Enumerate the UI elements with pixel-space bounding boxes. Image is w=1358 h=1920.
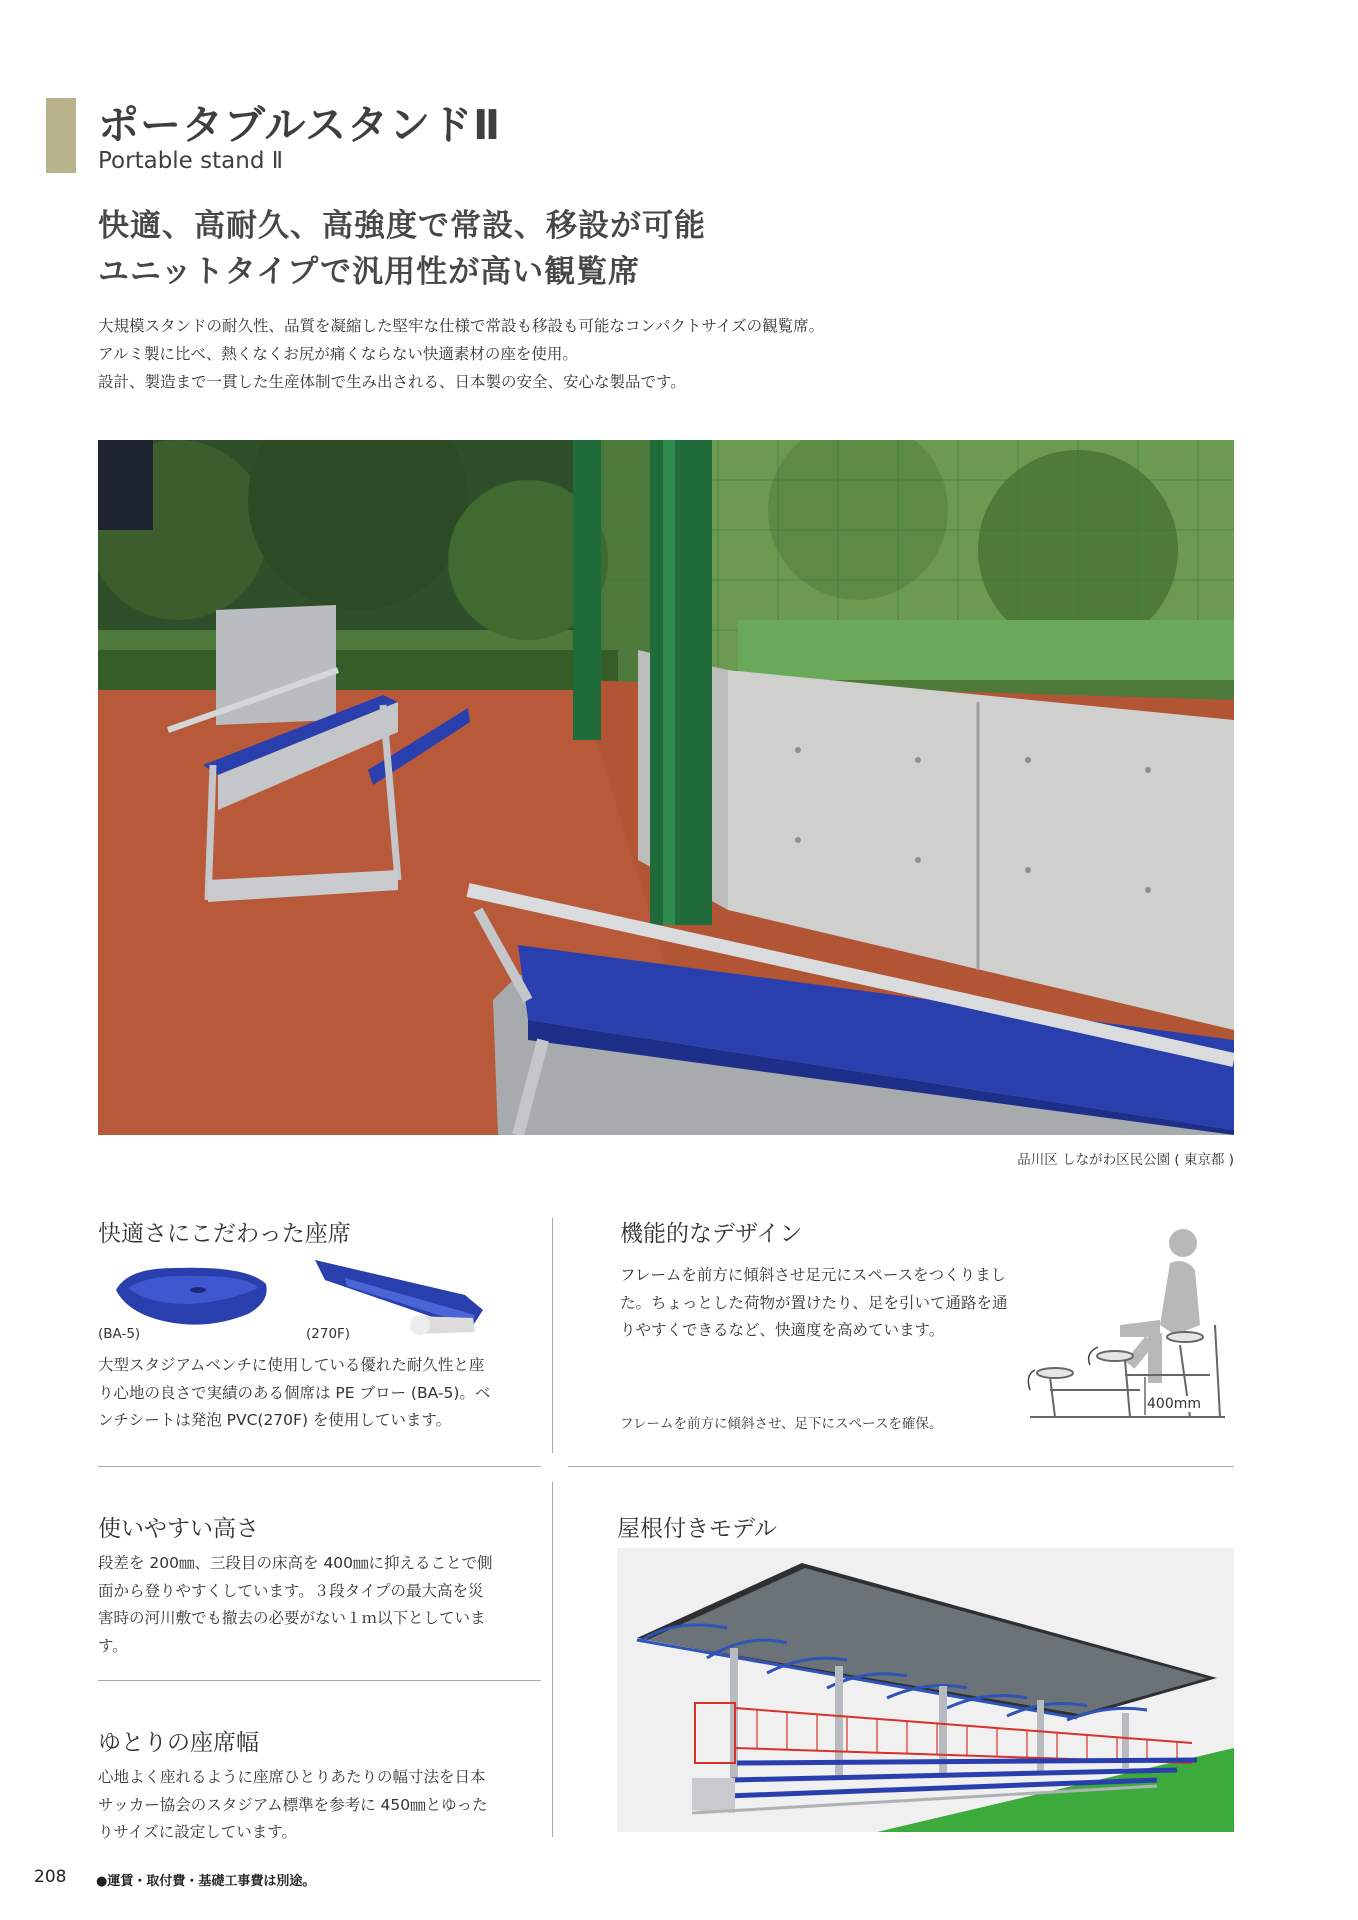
intro-line-2: アルミ製に比べ、熱くなくお尻が痛くならない快適素材の座を使用。 [98, 345, 578, 363]
dimension-label: 400mm [1147, 1396, 1201, 1412]
photo-caption: 品川区 しながわ区民公園 ( 東京都 ) [1017, 1152, 1234, 1168]
width-section-body: 心地よく座れるように座席ひとりあたりの幅寸法を日本サッカー協会のスタジアム標準を参考に 450㎜とゆったりサイズに設定しています。 [98, 1768, 488, 1841]
design-section-body: フレームを前方に傾斜させ足元にスペースをつくりました。ちょっとした荷物が置けたり、足を引いて通路を通りやすくできるなど、快適度を高めています。 [620, 1266, 1008, 1339]
height-section-body: 段差を 200㎜、三段目の床高を 400㎜に抑えることで側面から登りやすくしています。３段タイプの最大高を災害時の河川敷でも撤去の必要がない１ｍ以下としています。 [98, 1554, 493, 1655]
roof-section-heading: 屋根付きモデル [617, 1516, 777, 1542]
design-section-heading: 機能的なデザイン [620, 1221, 803, 1247]
page-number: 208 [34, 1867, 67, 1887]
footer-note: ●運賃・取付費・基礎工事費は別途。 [96, 1874, 316, 1889]
intro-line-1: 大規模スタンドの耐久性、品質を凝縮した堅牢な仕様で常設も移設も可能なコンパクトサイズの観覧席。 [98, 317, 825, 335]
page-subtitle: Portable stand Ⅱ [98, 148, 284, 174]
ba5-seat-image [108, 1262, 273, 1332]
vertical-divider-bottom [552, 1482, 553, 1837]
design-section-note: フレームを前方に傾斜させ、足下にスペースを確保。 [620, 1416, 943, 1432]
divider-left-2 [98, 1680, 541, 1681]
main-photo [98, 440, 1234, 1135]
seat-section-heading: 快適さにこだわった座席 [98, 1221, 351, 1247]
height-section-heading: 使いやすい高さ [98, 1516, 259, 1542]
title-accent-bar [46, 98, 76, 173]
divider-right-1 [568, 1466, 1234, 1467]
270f-label: (270F) [306, 1326, 351, 1342]
intro-line-3: 設計、製造まで一貫した生産体制で生み出される、日本製の安全、安心な製品です。 [98, 373, 686, 391]
270f-bench-image [315, 1260, 490, 1336]
seated-person-diagram [1010, 1225, 1235, 1430]
roofed-stand-image [617, 1548, 1234, 1832]
vertical-divider-top [552, 1218, 553, 1453]
seat-section-body: 大型スタジアムベンチに使用している優れた耐久性と座り心地の良さで実績のある個席は PE ブロー (BA-5)。ベンチシートは発泡 PVC(270F) を使用しています。 [98, 1356, 491, 1429]
width-section-heading: ゆとりの座席幅 [98, 1730, 259, 1756]
tagline-1: 快適、高耐久、高強度で常設、移設が可能 [98, 208, 706, 244]
divider-left-1 [98, 1466, 541, 1467]
page-title: ポータブルスタンドⅡ [98, 101, 502, 149]
tagline-2: ユニットタイプで汎用性が高い観覧席 [98, 254, 641, 290]
ba5-label: (BA-5) [98, 1326, 141, 1342]
